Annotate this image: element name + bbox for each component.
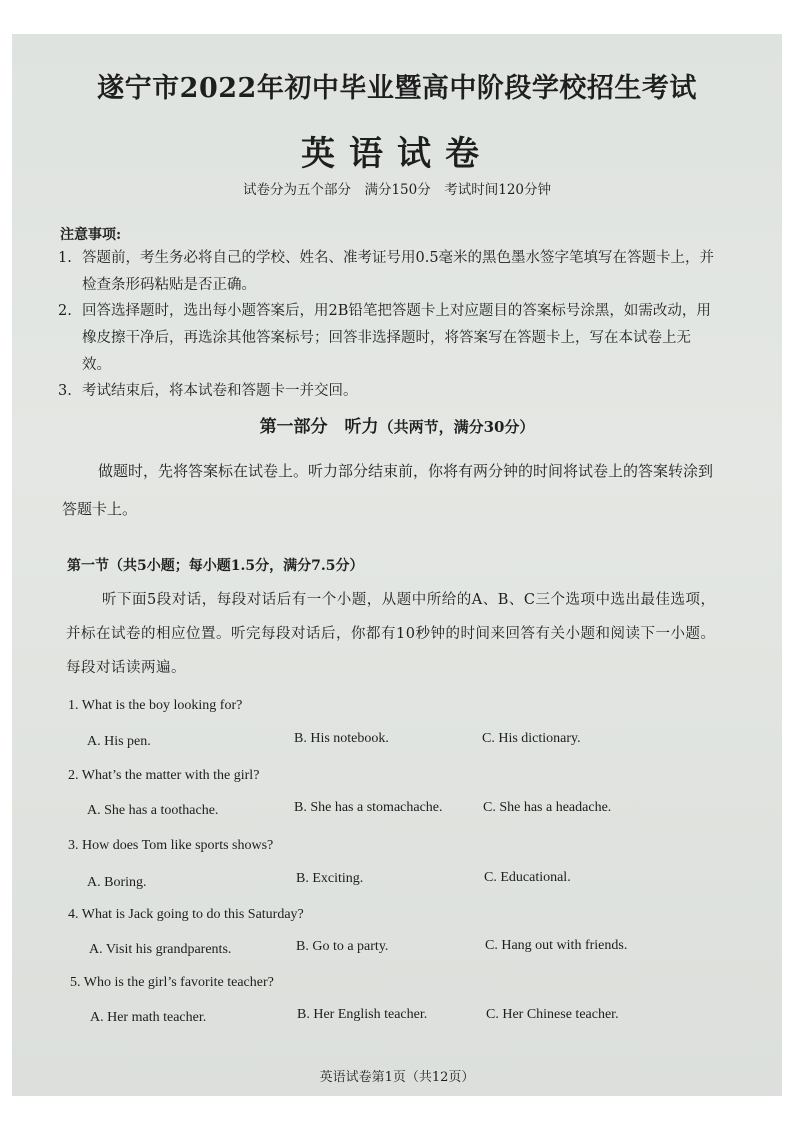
exam-title: 遂宁市2022年初中毕业暨高中阶段学校招生考试 <box>97 73 697 104</box>
option-a: A. His pen. <box>87 734 151 749</box>
part-title-note: （共两节，满分30分） <box>378 418 535 436</box>
question-stem: 4. What is Jack going to do this Saturday? <box>68 907 304 922</box>
notice-number: 1. <box>58 250 72 266</box>
part-instruction: 做题时，先将答案标在试卷上。听力部分结束前，你将有两分钟的时间将试卷上的答案转涂到答题卡上。 <box>62 462 714 518</box>
option-c: C. Educational. <box>484 870 571 885</box>
notice-text: 考试结束后，将本试卷和答题卡一并交回。 <box>82 383 358 399</box>
notice-item <box>58 298 718 379</box>
option-b: B. Exciting. <box>296 871 364 886</box>
notice-number: 2. <box>58 303 72 319</box>
option-b: B. Go to a party. <box>296 939 389 954</box>
notice-heading: 注意事项: <box>60 227 122 243</box>
option-c: C. His dictionary. <box>482 731 581 746</box>
option-c: C. She has a headache. <box>483 800 612 815</box>
option-a: A. She has a toothache. <box>87 803 219 818</box>
option-a: A. Visit his grandparents. <box>89 942 232 957</box>
option-a: A. Boring. <box>87 875 147 890</box>
question-stem: 5. Who is the girl’s favorite teacher? <box>70 975 274 990</box>
question-stem: 3. How does Tom like sports shows? <box>68 838 274 853</box>
part-title <box>12 412 782 437</box>
exam-subtitle: 英语试卷 <box>301 134 493 174</box>
question-stem: 1. What is the boy looking for? <box>68 698 243 713</box>
option-b: B. His notebook. <box>294 731 389 746</box>
section-instruction: 听下面5段对话，每段对话后有一个小题，从题中所给的A、B、C三个选项中选出最佳选项，并标在试卷的相应位置。听完每段对话后，你都有10秒钟的时间来回答有关小题和阅读下一小题。每段对话读两遍。 <box>66 592 716 676</box>
option-b: B. She has a stomachache. <box>294 800 443 815</box>
section-heading: 第一节（共5小题；每小题1.5分，满分7.5分） <box>67 558 364 574</box>
part-title-main: 第一部分 听力 <box>259 417 379 437</box>
exam-page <box>12 34 782 1096</box>
option-a: A. Her math teacher. <box>90 1010 207 1025</box>
option-c: C. Hang out with friends. <box>485 938 628 953</box>
option-c: C. Her Chinese teacher. <box>486 1007 619 1022</box>
notice-number: 3. <box>58 383 72 399</box>
question-stem: 2. What’s the matter with the girl? <box>68 768 260 783</box>
notice-text: 回答选择题时，选出每小题答案后，用2B铅笔把答题卡上对应题目的答案标号涂黑，如需改动，用橡皮擦干净后，再选涂其他答案标号；回答非选择题时，将答案写在答题卡上，写在本试卷上无效。 <box>82 303 711 373</box>
notice-text: 答题前，考生务必将自己的学校、姓名、准考证号用0.5毫米的黑色墨水签字笔填写在答题卡上，并检查条形码粘贴是否正确。 <box>82 250 715 293</box>
exam-info: 试卷分为五个部分 满分150分 考试时间120分钟 <box>242 182 552 198</box>
notice-item <box>58 378 718 405</box>
page-footer: 英语试卷第1页（共12页） <box>319 1070 475 1085</box>
notice-item <box>58 245 718 299</box>
option-b: B. Her English teacher. <box>297 1007 428 1022</box>
